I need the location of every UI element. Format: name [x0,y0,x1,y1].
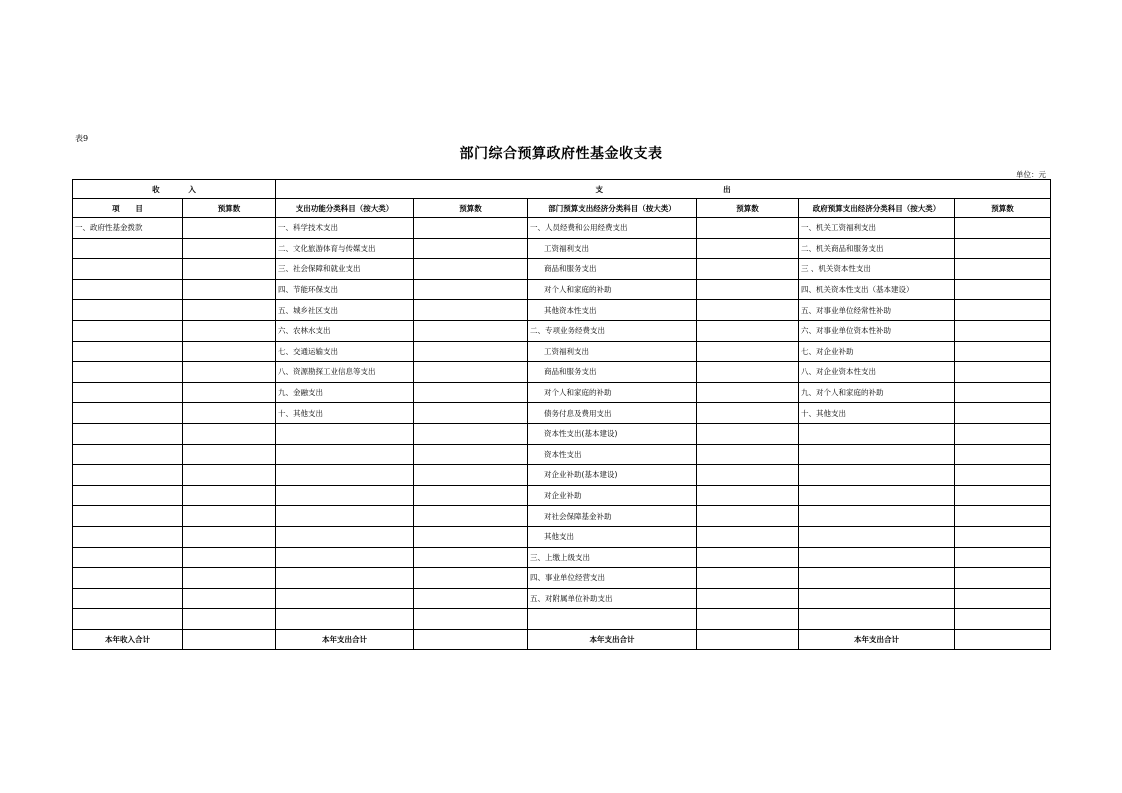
income-item-cell [73,588,183,609]
dept-budget-cell [697,320,799,341]
income-budget-cell [183,259,276,280]
func-budget-cell [414,403,528,424]
budget-table [72,179,1051,650]
table-row [73,300,1051,321]
item-header: 项 目 [73,199,183,218]
gov-econ-header: 政府预算支出经济分类科目（按大类） [799,199,955,218]
income-budget-cell [183,279,276,300]
income-budget-cell [183,382,276,403]
dept-budget-cell [697,238,799,259]
dept-budget-cell [697,506,799,527]
func-budget-cell [414,362,528,383]
dept-econ-cell: 对个人和家庭的补助 [528,382,697,403]
func-class-cell: 一、科学技术支出 [276,218,414,239]
income-item-cell [73,609,183,630]
gov-econ-cell [799,485,955,506]
gov-econ-cell [799,568,955,589]
func-class-cell [276,568,414,589]
income-item-cell [73,362,183,383]
income-item-cell [73,300,183,321]
income-item-cell [73,382,183,403]
func-class-cell: 九、金融支出 [276,382,414,403]
gov-budget-cell [955,526,1051,547]
func-class-cell [276,526,414,547]
func-class-cell: 三、社会保障和就业支出 [276,259,414,280]
income-total-value [183,629,276,650]
income-item-cell [73,279,183,300]
income-item-cell [73,341,183,362]
func-budget-cell [414,320,528,341]
table-row [73,485,1051,506]
table-row [73,526,1051,547]
gov-econ-cell: 五、对事业单位经常性补助 [799,300,955,321]
func-budget-header: 预算数 [414,199,528,218]
func-budget-cell [414,382,528,403]
table-number: 表9 [75,134,89,143]
gov-econ-cell: 九、对个人和家庭的补助 [799,382,955,403]
gov-econ-cell: 四、机关资本性支出（基本建设） [799,279,955,300]
income-item-cell [73,403,183,424]
gov-budget-cell [955,279,1051,300]
func-budget-cell [414,547,528,568]
gov-budget-cell [955,423,1051,444]
income-item-cell [73,320,183,341]
gov-budget-cell [955,259,1051,280]
income-budget-cell [183,238,276,259]
dept-budget-cell [697,588,799,609]
func-class-cell: 六、农林水支出 [276,320,414,341]
gov-budget-cell [955,320,1051,341]
income-section-header: 收 入 [73,180,276,199]
func-class-cell [276,547,414,568]
income-budget-cell [183,362,276,383]
gov-budget-cell [955,341,1051,362]
func-class-cell [276,609,414,630]
dept-econ-cell: 对社会保障基金补助 [528,506,697,527]
func-budget-cell [414,526,528,547]
gov-econ-cell [799,444,955,465]
gov-budget-cell [955,568,1051,589]
income-item-cell [73,465,183,486]
dept-econ-cell: 三、上缴上级支出 [528,547,697,568]
gov-budget-cell [955,382,1051,403]
income-budget-cell [183,568,276,589]
table-row [73,547,1051,568]
dept-budget-cell [697,465,799,486]
gov-econ-cell [799,506,955,527]
gov-econ-cell [799,588,955,609]
income-budget-cell [183,547,276,568]
func-class-cell: 八、资源勘探工业信息等支出 [276,362,414,383]
dept-budget-cell [697,609,799,630]
func-class-cell: 五、城乡社区支出 [276,300,414,321]
func-budget-cell [414,259,528,280]
gov-budget-cell [955,485,1051,506]
gov-budget-cell [955,362,1051,383]
dept-total-label: 本年支出合计 [528,629,697,650]
income-item-cell [73,444,183,465]
income-budget-cell [183,609,276,630]
dept-budget-cell [697,526,799,547]
gov-total-label: 本年支出合计 [799,629,955,650]
func-budget-cell [414,279,528,300]
income-budget-header: 预算数 [183,199,276,218]
dept-budget-cell [697,423,799,444]
func-budget-cell [414,341,528,362]
dept-econ-cell: 一、人员经费和公用经费支出 [528,218,697,239]
table-row [73,279,1051,300]
income-budget-cell [183,526,276,547]
dept-budget-header: 预算数 [697,199,799,218]
dept-budget-cell [697,568,799,589]
gov-budget-cell [955,609,1051,630]
gov-budget-cell [955,218,1051,239]
dept-econ-cell [528,609,697,630]
dept-econ-cell: 二、专项业务经费支出 [528,320,697,341]
table-row [73,609,1051,630]
gov-econ-cell [799,423,955,444]
dept-econ-cell: 资本性支出(基本建设) [528,423,697,444]
func-budget-cell [414,506,528,527]
gov-econ-cell: 六、对事业单位资本性补助 [799,320,955,341]
func-class-cell [276,506,414,527]
gov-budget-cell [955,588,1051,609]
table-row [73,423,1051,444]
func-budget-cell [414,238,528,259]
dept-budget-cell [697,547,799,568]
gov-econ-cell: 二、机关商品和服务支出 [799,238,955,259]
gov-budget-cell [955,300,1051,321]
table-row [73,341,1051,362]
gov-econ-cell [799,526,955,547]
func-class-cell [276,423,414,444]
dept-econ-cell: 资本性支出 [528,444,697,465]
income-item-cell [73,526,183,547]
gov-econ-cell: 三 、机关资本性支出 [799,259,955,280]
table-row [73,588,1051,609]
func-budget-cell [414,568,528,589]
dept-econ-cell: 其他支出 [528,526,697,547]
func-budget-cell [414,300,528,321]
dept-budget-cell [697,362,799,383]
gov-budget-header: 预算数 [955,199,1051,218]
income-budget-cell [183,320,276,341]
dept-budget-cell [697,218,799,239]
func-total-label: 本年支出合计 [276,629,414,650]
func-class-cell: 七、交通运输支出 [276,341,414,362]
func-budget-cell [414,423,528,444]
income-budget-cell [183,341,276,362]
dept-budget-cell [697,300,799,321]
gov-budget-cell [955,403,1051,424]
dept-econ-cell: 商品和服务支出 [528,259,697,280]
func-budget-cell [414,444,528,465]
gov-budget-cell [955,444,1051,465]
func-budget-cell [414,465,528,486]
table-row [73,320,1051,341]
func-class-cell: 二、文化旅游体育与传媒支出 [276,238,414,259]
table-row [73,238,1051,259]
income-budget-cell [183,588,276,609]
gov-budget-cell [955,465,1051,486]
func-budget-cell [414,609,528,630]
income-item-cell [73,506,183,527]
dept-econ-cell: 对个人和家庭的补助 [528,279,697,300]
table-row [73,568,1051,589]
dept-econ-cell: 对企业补助 [528,485,697,506]
income-item-cell [73,238,183,259]
income-item-cell [73,568,183,589]
income-budget-cell [183,506,276,527]
func-budget-cell [414,485,528,506]
table-row [73,362,1051,383]
section-header-row [73,180,1051,199]
gov-budget-cell [955,506,1051,527]
income-total-label: 本年收入合计 [73,629,183,650]
func-class-cell: 四、节能环保支出 [276,279,414,300]
column-header-row [73,199,1051,218]
dept-budget-cell [697,259,799,280]
dept-econ-cell: 工资福利支出 [528,341,697,362]
income-item-cell [73,485,183,506]
gov-econ-cell: 七、对企业补助 [799,341,955,362]
func-class-cell [276,485,414,506]
income-budget-cell [183,465,276,486]
income-budget-cell [183,218,276,239]
func-class-cell [276,588,414,609]
unit-label: 单位：元 [1016,170,1046,179]
dept-budget-cell [697,341,799,362]
gov-econ-cell: 十、其他支出 [799,403,955,424]
income-budget-cell [183,444,276,465]
dept-econ-header: 部门预算支出经济分类科目（按大类） [528,199,697,218]
table-row [73,465,1051,486]
income-item-cell [73,259,183,280]
table-row [73,218,1051,239]
dept-total-value [697,629,799,650]
dept-budget-cell [697,485,799,506]
income-item-cell: 一、政府性基金拨款 [73,218,183,239]
gov-econ-cell [799,547,955,568]
func-class-cell [276,444,414,465]
income-budget-cell [183,403,276,424]
gov-budget-cell [955,547,1051,568]
income-budget-cell [183,423,276,444]
table-row [73,403,1051,424]
func-class-cell: 十、其他支出 [276,403,414,424]
income-budget-cell [183,485,276,506]
totals-row [73,629,1051,650]
dept-budget-cell [697,444,799,465]
func-class-cell [276,465,414,486]
dept-econ-cell: 债务付息及费用支出 [528,403,697,424]
func-total-value [414,629,528,650]
table-row [73,506,1051,527]
gov-total-value [955,629,1051,650]
dept-budget-cell [697,279,799,300]
dept-econ-cell: 商品和服务支出 [528,362,697,383]
dept-econ-cell: 工资福利支出 [528,238,697,259]
table-row [73,259,1051,280]
dept-econ-cell: 五、对附属单位补助支出 [528,588,697,609]
income-budget-cell [183,300,276,321]
dept-econ-cell: 四、事业单位经营支出 [528,568,697,589]
gov-econ-cell: 八、对企业资本性支出 [799,362,955,383]
dept-budget-cell [697,403,799,424]
gov-econ-cell: 一、机关工资福利支出 [799,218,955,239]
gov-budget-cell [955,238,1051,259]
dept-budget-cell [697,382,799,403]
func-budget-cell [414,218,528,239]
income-item-cell [73,423,183,444]
dept-econ-cell: 其他资本性支出 [528,300,697,321]
table-row [73,382,1051,403]
table-row [73,444,1051,465]
income-item-cell [73,547,183,568]
expense-section-header: 支 出 [276,180,1051,199]
page-title: 部门综合预算政府性基金收支表 [459,146,663,162]
gov-econ-cell [799,465,955,486]
dept-econ-cell: 对企业补助(基本建设) [528,465,697,486]
func-class-header: 支出功能分类科目（按大类） [276,199,414,218]
gov-econ-cell [799,609,955,630]
func-budget-cell [414,588,528,609]
